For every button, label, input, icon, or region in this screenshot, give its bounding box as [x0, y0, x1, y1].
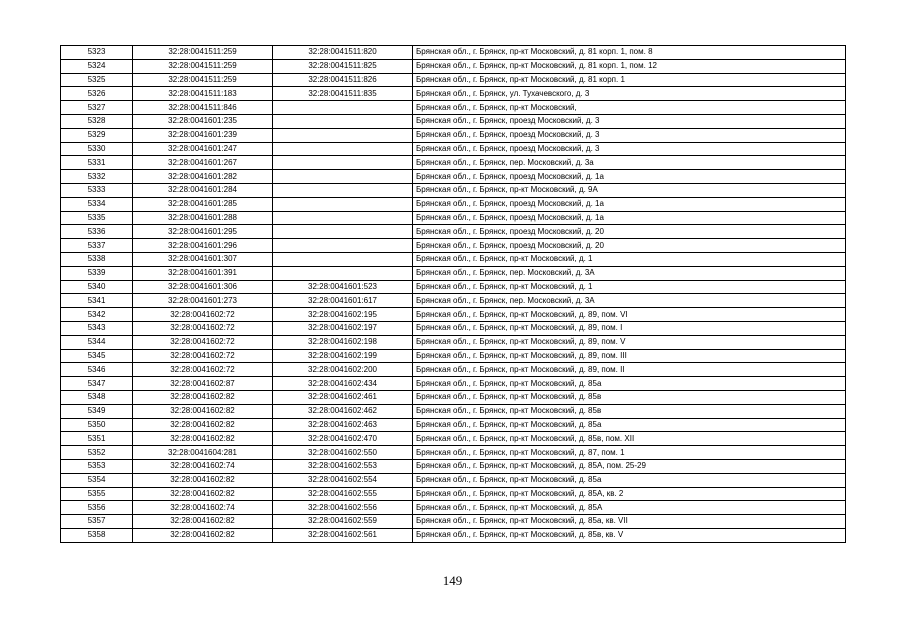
- parcel-number-cell: 32:28:0041511:183: [133, 87, 273, 101]
- object-number-cell: 32:28:0041601:523: [273, 280, 413, 294]
- address-cell: Брянская обл., г. Брянск, пр-кт Московский, д. 85а, кв. VII: [413, 515, 846, 529]
- row-number-cell: 5349: [61, 404, 133, 418]
- table-row: [61, 59, 846, 73]
- row-number-cell: 5358: [61, 528, 133, 542]
- row-number-cell: 5355: [61, 487, 133, 501]
- table-row: [61, 294, 846, 308]
- address-cell: Брянская обл., г. Брянск, проезд Московский, д. 20: [413, 239, 846, 253]
- row-number-cell: 5326: [61, 87, 133, 101]
- parcel-number-cell: 32:28:0041511:259: [133, 73, 273, 87]
- table-row: [61, 170, 846, 184]
- object-number-cell: 32:28:0041511:826: [273, 73, 413, 87]
- table-row: [61, 404, 846, 418]
- object-number-cell: 32:28:0041602:463: [273, 418, 413, 432]
- address-cell: Брянская обл., г. Брянск, пр-кт Московский, д. 81 корп. 1, пом. 12: [413, 59, 846, 73]
- table-row: [61, 528, 846, 542]
- table-row: [61, 46, 846, 60]
- address-cell: Брянская обл., г. Брянск, проезд Московский, д. 3: [413, 142, 846, 156]
- address-cell: Брянская обл., г. Брянск, пр-кт Московский, д. 85в, пом. XII: [413, 432, 846, 446]
- object-number-cell: [273, 252, 413, 266]
- row-number-cell: 5335: [61, 211, 133, 225]
- address-cell: Брянская обл., г. Брянск, пр-кт Московский, д. 85А, кв. 2: [413, 487, 846, 501]
- object-number-cell: [273, 183, 413, 197]
- address-cell: Брянская обл., г. Брянск, пр-кт Московский,: [413, 101, 846, 115]
- row-number-cell: 5357: [61, 515, 133, 529]
- parcel-number-cell: 32:28:0041601:295: [133, 225, 273, 239]
- parcel-number-cell: 32:28:0041602:74: [133, 459, 273, 473]
- table-row: [61, 308, 846, 322]
- parcel-number-cell: 32:28:0041601:267: [133, 156, 273, 170]
- table-row: [61, 128, 846, 142]
- parcel-number-cell: 32:28:0041601:288: [133, 211, 273, 225]
- table-row: [61, 142, 846, 156]
- address-cell: Брянская обл., г. Брянск, пр-кт Московский, д. 85а: [413, 377, 846, 391]
- table-row: [61, 487, 846, 501]
- parcel-number-cell: 32:28:0041602:82: [133, 404, 273, 418]
- parcel-number-cell: 32:28:0041602:82: [133, 418, 273, 432]
- object-number-cell: 32:28:0041601:617: [273, 294, 413, 308]
- address-cell: Брянская обл., г. Брянск, пр-кт Московский, д. 85а: [413, 418, 846, 432]
- address-cell: Брянская обл., г. Брянск, пр-кт Московский, д. 85А, пом. 25-29: [413, 459, 846, 473]
- parcel-number-cell: 32:28:0041602:82: [133, 487, 273, 501]
- row-number-cell: 5334: [61, 197, 133, 211]
- object-number-cell: 32:28:0041511:825: [273, 59, 413, 73]
- object-number-cell: [273, 225, 413, 239]
- address-cell: Брянская обл., г. Брянск, пр-кт Московский, д. 89, пом. II: [413, 363, 846, 377]
- table-row: [61, 363, 846, 377]
- parcel-number-cell: 32:28:0041601:285: [133, 197, 273, 211]
- row-number-cell: 5325: [61, 73, 133, 87]
- parcel-number-cell: 32:28:0041602:72: [133, 363, 273, 377]
- address-cell: Брянская обл., г. Брянск, пер. Московский, д. 3А: [413, 294, 846, 308]
- table-row: [61, 239, 846, 253]
- row-number-cell: 5327: [61, 101, 133, 115]
- object-number-cell: 32:28:0041602:554: [273, 473, 413, 487]
- row-number-cell: 5324: [61, 59, 133, 73]
- row-number-cell: 5336: [61, 225, 133, 239]
- table-row: [61, 156, 846, 170]
- parcel-number-cell: 32:28:0041511:846: [133, 101, 273, 115]
- parcel-number-cell: 32:28:0041601:273: [133, 294, 273, 308]
- address-cell: Брянская обл., г. Брянск, пр-кт Московский, д. 89, пом. V: [413, 335, 846, 349]
- object-number-cell: [273, 197, 413, 211]
- table-row: [61, 377, 846, 391]
- address-cell: Брянская обл., г. Брянск, пр-кт Московский, д. 1: [413, 280, 846, 294]
- object-number-cell: 32:28:0041602:200: [273, 363, 413, 377]
- parcel-number-cell: 32:28:0041601:284: [133, 183, 273, 197]
- row-number-cell: 5346: [61, 363, 133, 377]
- object-number-cell: 32:28:0041602:559: [273, 515, 413, 529]
- table-row: [61, 183, 846, 197]
- row-number-cell: 5352: [61, 446, 133, 460]
- address-cell: Брянская обл., г. Брянск, ул. Тухачевского, д. 3: [413, 87, 846, 101]
- object-number-cell: [273, 239, 413, 253]
- table-row: [61, 197, 846, 211]
- address-cell: Брянская обл., г. Брянск, пр-кт Московский, д. 85в: [413, 390, 846, 404]
- address-cell: Брянская обл., г. Брянск, пр-кт Московский, д. 9А: [413, 183, 846, 197]
- address-cell: Брянская обл., г. Брянск, пр-кт Московский, д. 85А: [413, 501, 846, 515]
- object-number-cell: [273, 266, 413, 280]
- row-number-cell: 5353: [61, 459, 133, 473]
- table-row: [61, 349, 846, 363]
- address-cell: Брянская обл., г. Брянск, пр-кт Московский, д. 85а: [413, 473, 846, 487]
- object-number-cell: 32:28:0041602:550: [273, 446, 413, 460]
- table-row: [61, 446, 846, 460]
- parcel-number-cell: 32:28:0041601:306: [133, 280, 273, 294]
- table-row: [61, 211, 846, 225]
- table-row: [61, 87, 846, 101]
- row-number-cell: 5356: [61, 501, 133, 515]
- address-cell: Брянская обл., г. Брянск, пр-кт Московский, д. 85в, кв. V: [413, 528, 846, 542]
- register-table: [60, 45, 846, 543]
- table-row: [61, 432, 846, 446]
- row-number-cell: 5328: [61, 114, 133, 128]
- row-number-cell: 5354: [61, 473, 133, 487]
- object-number-cell: 32:28:0041602:198: [273, 335, 413, 349]
- address-cell: Брянская обл., г. Брянск, проезд Московский, д. 1а: [413, 197, 846, 211]
- table-row: [61, 252, 846, 266]
- table-row: [61, 335, 846, 349]
- parcel-number-cell: 32:28:0041601:307: [133, 252, 273, 266]
- parcel-number-cell: 32:28:0041602:72: [133, 321, 273, 335]
- parcel-number-cell: 32:28:0041601:391: [133, 266, 273, 280]
- parcel-number-cell: 32:28:0041601:296: [133, 239, 273, 253]
- address-cell: Брянская обл., г. Брянск, пер. Московский, д. 3а: [413, 156, 846, 170]
- row-number-cell: 5323: [61, 46, 133, 60]
- row-number-cell: 5347: [61, 377, 133, 391]
- address-cell: Брянская обл., г. Брянск, пр-кт Московский, д. 81 корп. 1, пом. 8: [413, 46, 846, 60]
- row-number-cell: 5332: [61, 170, 133, 184]
- row-number-cell: 5339: [61, 266, 133, 280]
- table-row: [61, 101, 846, 115]
- parcel-number-cell: 32:28:0041602:72: [133, 349, 273, 363]
- object-number-cell: [273, 128, 413, 142]
- address-cell: Брянская обл., г. Брянск, пр-кт Московский, д. 89, пом. VI: [413, 308, 846, 322]
- parcel-number-cell: 32:28:0041602:82: [133, 515, 273, 529]
- table-row: [61, 473, 846, 487]
- parcel-number-cell: 32:28:0041602:72: [133, 308, 273, 322]
- parcel-number-cell: 32:28:0041602:82: [133, 473, 273, 487]
- address-cell: Брянская обл., г. Брянск, проезд Московский, д. 3: [413, 128, 846, 142]
- row-number-cell: 5351: [61, 432, 133, 446]
- row-number-cell: 5337: [61, 239, 133, 253]
- address-cell: Брянская обл., г. Брянск, пр-кт Московский, д. 1: [413, 252, 846, 266]
- table-row: [61, 266, 846, 280]
- row-number-cell: 5343: [61, 321, 133, 335]
- object-number-cell: [273, 211, 413, 225]
- address-cell: Брянская обл., г. Брянск, пр-кт Московский, д. 81 корп. 1: [413, 73, 846, 87]
- object-number-cell: 32:28:0041511:820: [273, 46, 413, 60]
- table-row: [61, 501, 846, 515]
- parcel-number-cell: 32:28:0041511:259: [133, 46, 273, 60]
- address-cell: Брянская обл., г. Брянск, пер. Московский, д. 3А: [413, 266, 846, 280]
- object-number-cell: 32:28:0041602:462: [273, 404, 413, 418]
- object-number-cell: 32:28:0041602:470: [273, 432, 413, 446]
- table-row: [61, 515, 846, 529]
- parcel-number-cell: 32:28:0041602:74: [133, 501, 273, 515]
- parcel-number-cell: 32:28:0041511:259: [133, 59, 273, 73]
- parcel-number-cell: 32:28:0041602:87: [133, 377, 273, 391]
- address-cell: Брянская обл., г. Брянск, проезд Московский, д. 1а: [413, 170, 846, 184]
- object-number-cell: 32:28:0041602:553: [273, 459, 413, 473]
- object-number-cell: 32:28:0041602:199: [273, 349, 413, 363]
- row-number-cell: 5344: [61, 335, 133, 349]
- object-number-cell: 32:28:0041511:835: [273, 87, 413, 101]
- page-number: 149: [442, 573, 463, 588]
- address-cell: Брянская обл., г. Брянск, пр-кт Московский, д. 89, пом. I: [413, 321, 846, 335]
- row-number-cell: 5329: [61, 128, 133, 142]
- row-number-cell: 5340: [61, 280, 133, 294]
- parcel-number-cell: 32:28:0041602:72: [133, 335, 273, 349]
- row-number-cell: 5330: [61, 142, 133, 156]
- object-number-cell: 32:28:0041602:461: [273, 390, 413, 404]
- object-number-cell: [273, 114, 413, 128]
- address-cell: Брянская обл., г. Брянск, проезд Московский, д. 20: [413, 225, 846, 239]
- address-cell: Брянская обл., г. Брянск, пр-кт Московский, д. 87, пом. 1: [413, 446, 846, 460]
- address-cell: Брянская обл., г. Брянск, проезд Московский, д. 3: [413, 114, 846, 128]
- row-number-cell: 5342: [61, 308, 133, 322]
- object-number-cell: 32:28:0041602:561: [273, 528, 413, 542]
- object-number-cell: 32:28:0041602:197: [273, 321, 413, 335]
- table-row: [61, 280, 846, 294]
- parcel-number-cell: 32:28:0041602:82: [133, 528, 273, 542]
- row-number-cell: 5348: [61, 390, 133, 404]
- row-number-cell: 5333: [61, 183, 133, 197]
- address-cell: Брянская обл., г. Брянск, проезд Московский, д. 1а: [413, 211, 846, 225]
- row-number-cell: 5331: [61, 156, 133, 170]
- table-row: [61, 225, 846, 239]
- table-row: [61, 390, 846, 404]
- object-number-cell: 32:28:0041602:434: [273, 377, 413, 391]
- row-number-cell: 5341: [61, 294, 133, 308]
- parcel-number-cell: 32:28:0041602:82: [133, 432, 273, 446]
- table-row: [61, 73, 846, 87]
- parcel-number-cell: 32:28:0041602:82: [133, 390, 273, 404]
- parcel-number-cell: 32:28:0041604:281: [133, 446, 273, 460]
- address-cell: Брянская обл., г. Брянск, пр-кт Московский, д. 89, пом. III: [413, 349, 846, 363]
- address-cell: Брянская обл., г. Брянск, пр-кт Московский, д. 85в: [413, 404, 846, 418]
- row-number-cell: 5338: [61, 252, 133, 266]
- object-number-cell: [273, 101, 413, 115]
- parcel-number-cell: 32:28:0041601:247: [133, 142, 273, 156]
- object-number-cell: [273, 156, 413, 170]
- table-row: [61, 321, 846, 335]
- object-number-cell: 32:28:0041602:555: [273, 487, 413, 501]
- row-number-cell: 5350: [61, 418, 133, 432]
- parcel-number-cell: 32:28:0041601:282: [133, 170, 273, 184]
- parcel-number-cell: 32:28:0041601:239: [133, 128, 273, 142]
- object-number-cell: 32:28:0041602:195: [273, 308, 413, 322]
- table-row: [61, 459, 846, 473]
- row-number-cell: 5345: [61, 349, 133, 363]
- table-row: [61, 418, 846, 432]
- object-number-cell: [273, 142, 413, 156]
- table-row: [61, 114, 846, 128]
- register-table-body: [61, 46, 846, 543]
- object-number-cell: 32:28:0041602:556: [273, 501, 413, 515]
- parcel-number-cell: 32:28:0041601:235: [133, 114, 273, 128]
- object-number-cell: [273, 170, 413, 184]
